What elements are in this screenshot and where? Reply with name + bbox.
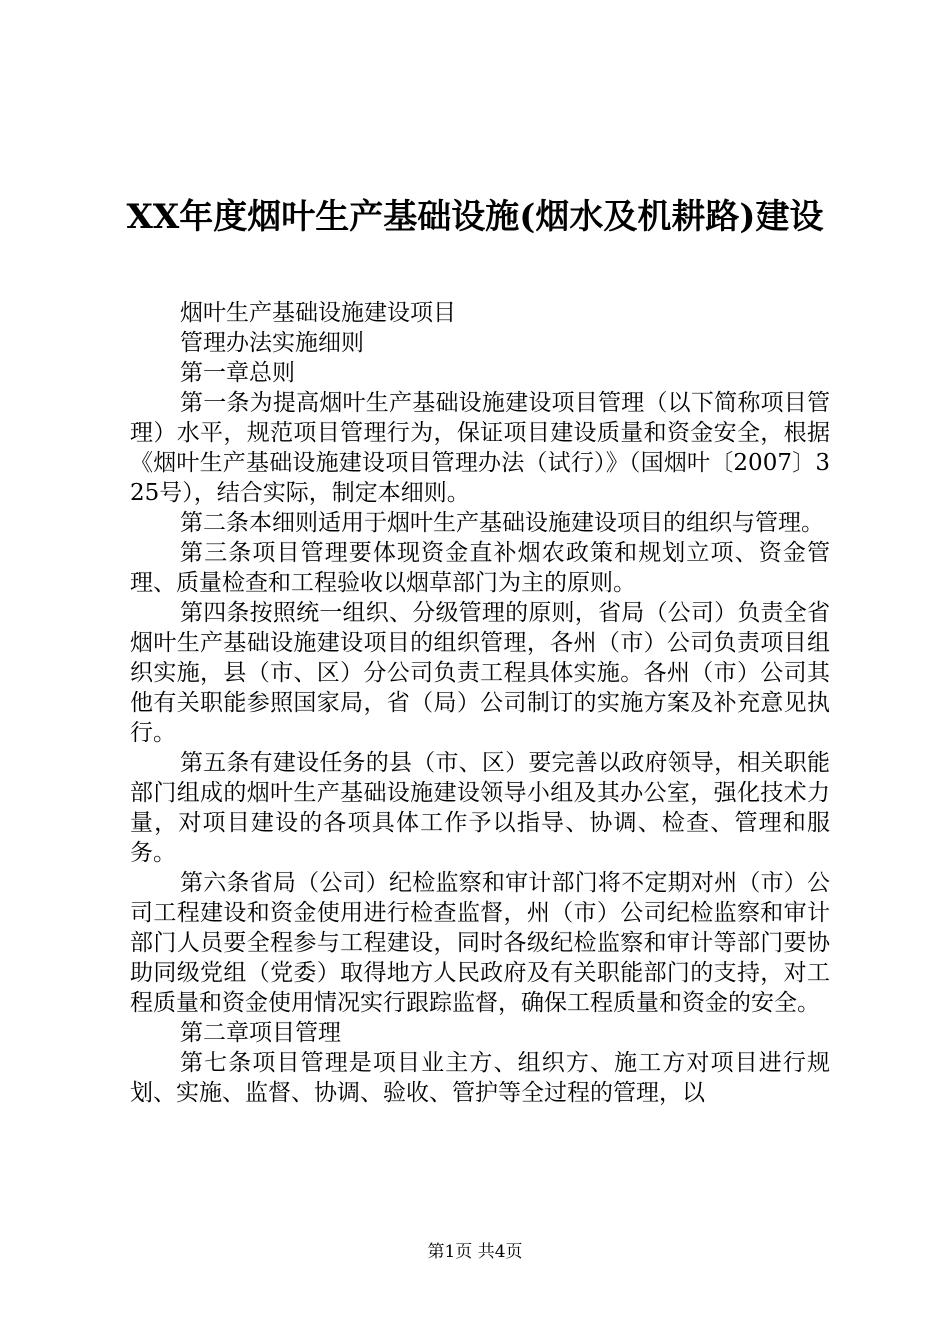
chapter-heading-2: 第二章项目管理 [180, 1020, 341, 1046]
article-1: 第一条为提高烟叶生产基础设施建设项目管理（以下简称项目管理）水平，规范项目管理行为，保证项目建设质量和资金安全，根据《烟叶生产基础设施建设项目管理办法（试行）》（国烟叶〔2007〕325号），结合实际，制定本细则。 [130, 390, 830, 506]
document-title: XX年度烟叶生产基础设施(烟水及机耕路)建设 [126, 197, 824, 237]
document-body [130, 298, 830, 1108]
article-3: 第三条项目管理要体现资金直补烟农政策和规划立项、资金管理、质量检查和工程验收以烟草部门为主的原则。 [130, 540, 830, 596]
article-5: 第五条有建设任务的县（市、区）要完善以政府领导，相关职能部门组成的烟叶生产基础设施建设领导小组及其办公室，强化技术力量，对项目建设的各项具体工作予以指导、协调、检查、管理和服务。 [130, 750, 830, 866]
article-7: 第七条项目管理是项目业主方、组织方、施工方对项目进行规划、实施、监督、协调、验收、管护等全过程的管理，以 [130, 1050, 830, 1106]
paragraph-subtitle: 管理办法实施细则 [180, 330, 364, 356]
paragraph-project-name: 烟叶生产基础设施建设项目 [180, 300, 456, 326]
article-4: 第四条按照统一组织、分级管理的原则，省局（公司）负责全省烟叶生产基础设施建设项目的组织管理，各州（市）公司负责项目组织实施，县（市、区）分公司负责工程具体实施。各州（市）公司其他有关职能参照国家局，省（局）公司制订的实施方案及补充意见执行。 [130, 600, 830, 746]
article-6: 第六条省局（公司）纪检监察和审计部门将不定期对州（市）公司工程建设和资金使用进行检查监督，州（市）公司纪检监察和审计部门人员要全程参与工程建设，同时各级纪检监察和审计等部门要协助同级党组（党委）取得地方人民政府及有关职能部门的支持，对工程质量和资金使用情况实行跟踪监督，确保工程质量和资金的安全。 [130, 870, 830, 1016]
chapter-heading-1: 第一章总则 [180, 360, 295, 386]
page-footer: 第1页 共4页 [427, 1242, 523, 1262]
article-2: 第二条本细则适用于烟叶生产基础设施建设项目的组织与管理。 [180, 510, 824, 536]
